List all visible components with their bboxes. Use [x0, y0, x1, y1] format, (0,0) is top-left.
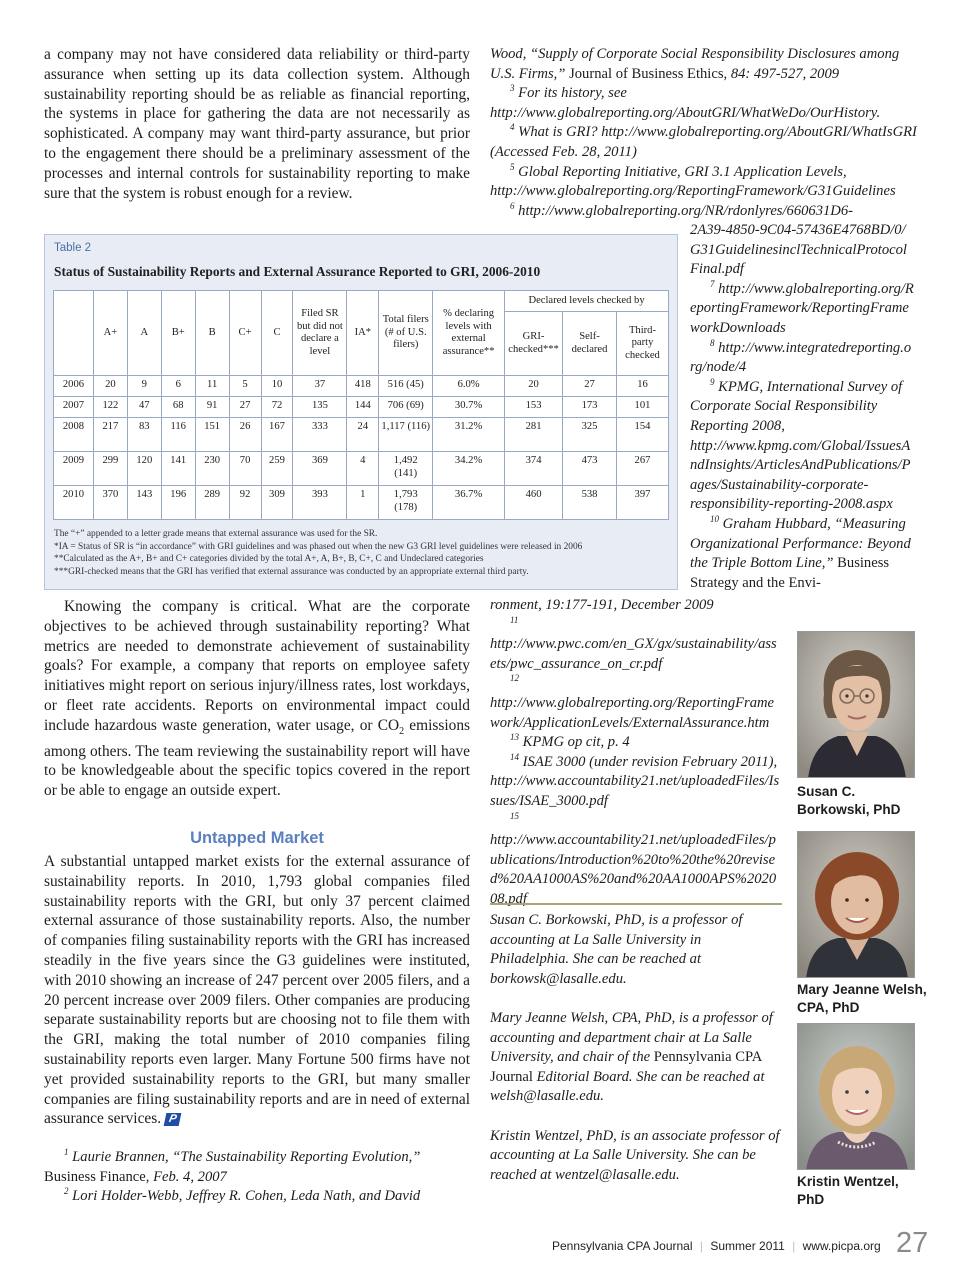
footnotes-left: [44, 1148, 470, 1207]
endnote-number: 7: [710, 278, 715, 289]
cell-a: 83: [127, 418, 161, 452]
cell-c-plus: 5: [229, 376, 261, 397]
endnote-number: 15: [510, 810, 519, 821]
table-2-box: [44, 234, 678, 590]
cell-pct: 36.7%: [433, 486, 505, 520]
cell-c-plus: 92: [229, 486, 261, 520]
endnote-9: KPMG, International Survey of Corporate Social Responsibility Reporting 2008, http://www.kpmg.com/Global/IssuesAndInsights/ArticlesAndPublications/Pages/Sustainability-corporate-responsibility-reporting-2008.aspx: [690, 378, 911, 513]
knowing-paragraph: [44, 597, 470, 801]
cell-pct: 6.0%: [433, 376, 505, 397]
photo-kristin-wentzel: [797, 1023, 915, 1170]
cell-a-plus: 370: [93, 486, 127, 520]
bio-wentzel: Kristin Wentzel, PhD, is an associate professor of accounting at La Salle University. She can be reached at wentzel@lasalle.edu.: [490, 1127, 780, 1183]
endnote-number: 12: [510, 673, 519, 684]
cell-a: 47: [127, 397, 161, 418]
table-label: Table 2: [54, 242, 92, 254]
co2-subscript: 2: [399, 725, 405, 737]
cell-self: 27: [563, 376, 617, 397]
cell-a: 120: [127, 452, 161, 486]
table-row: [54, 376, 669, 397]
cell-a-plus: 20: [93, 376, 127, 397]
cell-filed: 393: [293, 486, 347, 520]
portrait-image: [798, 832, 915, 978]
cell-gri: 153: [505, 397, 563, 418]
footnote-1-date: Feb. 4, 2007: [153, 1168, 227, 1185]
endnote-3: For its history, see http://www.globalreporting.org/AboutGRI/WhatWeDo/OurHistory.: [490, 85, 881, 121]
header-b-plus: B+: [161, 291, 195, 376]
header-total: Total filers (# of U.S. filers): [379, 291, 433, 376]
header-filed: Filed SR but did not declare a level: [293, 291, 347, 376]
endnotes-narrow: [690, 221, 914, 593]
intro-paragraph: [44, 45, 470, 203]
table-note: **Calculated as the A+, B+ and C+ categories divided by the total A+, A, B+, B, C+, C and Undeclared categories: [54, 554, 484, 565]
cell-c-plus: 70: [229, 452, 261, 486]
cell-filed: 369: [293, 452, 347, 486]
caption-mary-jeanne-welsh: Mary Jeanne Welsh, CPA, PhD: [797, 982, 927, 1015]
cell-b-plus: 116: [161, 418, 195, 452]
endnote-6-b: 2A39-4850-9C04-57436E4768BD/0/G31GuidelinesinclTechnicalProtocolFinal.pdf: [690, 222, 907, 278]
footer-journal: Pennsylvania CPA Journal: [552, 1239, 693, 1253]
cell-pct: 31.2%: [433, 418, 505, 452]
photo-susan-borkowski: [797, 631, 915, 778]
cell-b-plus: 6: [161, 376, 195, 397]
cell-b: 289: [195, 486, 229, 520]
page-number: 27: [896, 1227, 929, 1259]
cell-ia: 4: [347, 452, 379, 486]
portrait-image: [798, 632, 915, 778]
header-a-plus: A+: [93, 291, 127, 376]
cell-self: 538: [563, 486, 617, 520]
cell-c: 72: [261, 397, 293, 418]
cell-c: 167: [261, 418, 293, 452]
cell-pct: 34.2%: [433, 452, 505, 486]
cell-b: 11: [195, 376, 229, 397]
endnotes-upper: [490, 45, 918, 221]
knowing-text-a: Knowing the company is critical. What are the corporate objectives to be achieved through sustainability reporting? What metrics are needed to demonstrate achievement of sustainability goals? For example, a company that reports on employee safety initiatives might report on serious injury/illness rates, lost workdays, or fleet rate accidents. Reports on environmental impact could include hazardous waste generation, water usage, or CO: [44, 598, 470, 734]
picpa-end-mark-icon: P: [164, 1113, 182, 1126]
cell-total: 1,793 (178): [379, 486, 433, 520]
cell-total: 706 (69): [379, 397, 433, 418]
header-year: [54, 291, 94, 376]
table-notes: [54, 528, 582, 578]
cell-pct: 30.7%: [433, 397, 505, 418]
cell-a: 9: [127, 376, 161, 397]
sustainability-reports-table: [53, 290, 669, 520]
cell-c-plus: 26: [229, 418, 261, 452]
cell-filed: 135: [293, 397, 347, 418]
portrait-image: [798, 1024, 915, 1170]
header-b: B: [195, 291, 229, 376]
endnote-2-journal: Journal of Business Ethics,: [569, 65, 728, 82]
footnote-1-title: Laurie Brannen, “The Sustainability Reporting Evolution,”: [72, 1149, 421, 1165]
cell-year: 2007: [54, 397, 94, 418]
endnote-5: Global Reporting Initiative, GRI 3.1 Application Levels, http://www.globalreporting.org/ReportingFramework/G31Guidelines: [490, 163, 896, 200]
bio-welsh-end: Editorial Board. She can be reached at welsh@lasalle.edu.: [490, 1068, 765, 1105]
caption-susan-borkowski: Susan C. Borkowski, PhD: [797, 784, 901, 817]
cell-c: 309: [261, 486, 293, 520]
header-a: A: [127, 291, 161, 376]
cell-filed: 333: [293, 418, 347, 452]
cell-c: 10: [261, 376, 293, 397]
endnote-number: 3: [510, 83, 515, 94]
cell-gri: 281: [505, 418, 563, 452]
endnote-number: 6: [510, 200, 515, 211]
endnote-8: http://www.integratedreporting.org/node/4: [690, 339, 912, 376]
cell-ia: 24: [347, 418, 379, 452]
cell-b-plus: 68: [161, 397, 195, 418]
endnote-11: http://www.pwc.com/en_GX/gx/sustainability/assets/pwc_assurance_on_cr.pdf: [490, 636, 777, 672]
footer-separator: |: [792, 1239, 796, 1253]
cell-b: 230: [195, 452, 229, 486]
cell-year: 2009: [54, 452, 94, 486]
header-ia: IA*: [347, 291, 379, 376]
header-c: C: [261, 291, 293, 376]
cell-ia: 144: [347, 397, 379, 418]
cell-a-plus: 299: [93, 452, 127, 486]
endnote-10: Graham Hubbard, “Measuring Organizational Performance: Beyond the Triple Bottom Line,”: [690, 515, 911, 572]
cell-gri: 374: [505, 452, 563, 486]
header-self-declared: Self-declared: [563, 312, 617, 376]
cell-total: 516 (45): [379, 376, 433, 397]
cell-ia: 1: [347, 486, 379, 520]
cell-b-plus: 141: [161, 452, 195, 486]
table-note: ***GRI-checked means that the GRI has verified that external assurance was conducted by an appropriate external third party.: [54, 566, 529, 577]
footnote-1-source: Business Finance,: [44, 1168, 150, 1185]
footnote-2-text: Lori Holder-Webb, Jeffrey R. Cohen, Leda Nath, and David: [72, 1188, 421, 1205]
header-pct-external: % declaring levels with external assurance**: [433, 291, 505, 376]
endnote-number: 10: [710, 514, 719, 525]
cell-total: 1,117 (116): [379, 418, 433, 452]
header-gri-checked: GRI-checked***: [505, 312, 563, 376]
table-note: *IA = Status of SR is “in accordance” with GRI guidelines and was phased out when the new G3 GRI level guidelines were released in 2006: [54, 541, 583, 552]
cell-year: 2008: [54, 418, 94, 452]
endnote-10-source: Business Strategy and the Envi-: [690, 555, 890, 591]
table-title: Status of Sustainability Reports and External Assurance Reported to GRI, 2006-2010: [54, 264, 541, 279]
footer-issue: Summer 2011: [710, 1239, 785, 1253]
endnote-2-citation: 84: 497-527, 2009: [730, 65, 840, 82]
cell-total: 1,492 (141): [379, 452, 433, 486]
table-note: The “+” appended to a letter grade means that external assurance was used for the SR.: [54, 529, 378, 539]
table-row: [54, 452, 669, 486]
untapped-text: A substantial untapped market exists for the external assurance of sustainability reports. In 2010, 1,793 global companies filed sustainability reports with the GRI, but only 37 percent claimed external assurance of those sustainability reports. Also, the number of companies filing sustainability reports with the GRI has increased steadily in the five years since the G3 guidelines were instituted, with 2010 showing an increase of 247 percent over 2005 filers, and a 20 percent increase over 2009 filers. Other companies are producing separate sustainability reports but are choosing not to file them with the GRI, making the total number of 2010 companies filing sustainability reports even larger. Many Fortune 500 firms have not yet provided sustainability reports to the GRI, but many smaller companies are filing sustainability reports and are in need of external assurance services.: [44, 853, 470, 1128]
cell-third: 154: [616, 418, 668, 452]
cell-c-plus: 27: [229, 397, 261, 418]
table-row: [54, 418, 669, 452]
caption-kristin-wentzel: Kristin Wentzel, PhD: [797, 1174, 899, 1207]
endnotes-lower: [490, 596, 782, 910]
knowing-text-b: emissions among others. The team reviewing the sustainability report will have to be knowledgeable about the specific topics covered in the report or be able to engage an outside expert.: [44, 716, 471, 800]
endnote-number: 11: [510, 614, 519, 625]
cell-self: 173: [563, 397, 617, 418]
cell-c: 259: [261, 452, 293, 486]
endnote-4: What is GRI? http://www.globalreporting.org/AboutGRI/WhatIsGRI (Accessed Feb. 28, 2011): [490, 124, 917, 160]
cell-year: 2006: [54, 376, 94, 397]
cell-year: 2010: [54, 486, 94, 520]
cell-third: 16: [616, 376, 668, 397]
cell-b-plus: 196: [161, 486, 195, 520]
cell-gri: 20: [505, 376, 563, 397]
endnote-7: http://www.globalreporting.org/ReportingFramework/ReportingFrameworkDownloads: [690, 280, 914, 336]
header-c-plus: C+: [229, 291, 261, 376]
endnote-14: ISAE 3000 (under revision February 2011), http://www.accountability21.net/uploadedFiles/Issues/ISAE_3000.pdf: [490, 753, 780, 809]
cell-self: 473: [563, 452, 617, 486]
endnote-2-cont: Wood, “Supply of Corporate Social Responsibility Disclosures among U.S. Firms,”: [490, 46, 900, 82]
footnote-number: 1: [64, 1147, 69, 1158]
cell-a-plus: 217: [93, 418, 127, 452]
endnote-15: http://www.accountability21.net/uploadedFiles/publications/Introduction%20to%20the%20revised%20AA1000AS%20and%20AA1000APS%202008.pdf: [490, 832, 777, 907]
footnote-number: 2: [64, 1186, 69, 1197]
footer-separator: |: [699, 1239, 703, 1253]
header-declared-group: Declared levels checked by: [505, 291, 669, 312]
cell-a-plus: 122: [93, 397, 127, 418]
photo-mary-jeanne-welsh: [797, 831, 915, 978]
endnote-6-a: http://www.globalreporting.org/NR/rdonlyres/660631D6-: [518, 202, 854, 219]
divider-rule: [490, 903, 782, 905]
cell-gri: 460: [505, 486, 563, 520]
cell-b: 91: [195, 397, 229, 418]
bio-borkowski: Susan C. Borkowski, PhD, is a professor of accounting at La Salle University in Philadelphia. She can be reached at borkowsk@lasalle.edu.: [490, 912, 743, 987]
cell-third: 397: [616, 486, 668, 520]
cell-self: 325: [563, 418, 617, 452]
cell-filed: 37: [293, 376, 347, 397]
endnote-number: 5: [510, 161, 515, 172]
bio-welsh: Mary Jeanne Welsh, CPA, PhD, is a professor of accounting and department chair at La Salle University, and chair of the: [490, 1009, 773, 1066]
cell-ia: 418: [347, 376, 379, 397]
cell-b: 151: [195, 418, 229, 452]
cell-third: 267: [616, 452, 668, 486]
endnote-number: 14: [510, 751, 519, 762]
endnote-13: KPMG op cit, p. 4: [522, 734, 630, 751]
header-third-party: Third-party checked: [616, 312, 668, 376]
untapped-paragraph: [44, 852, 470, 1129]
endnote-10-c: ronment, 19:177-191, December 2009: [490, 597, 714, 613]
cell-third: 101: [616, 397, 668, 418]
table-header-row: [54, 291, 669, 312]
endnote-number: 9: [710, 376, 715, 387]
bio-welsh-journal: Pennsylvania CPA Journal: [490, 1049, 762, 1085]
endnote-number: 4: [510, 122, 515, 133]
footer-website-link[interactable]: www.picpa.org: [802, 1239, 881, 1253]
endnote-12: http://www.globalreporting.org/ReportingFramework/ApplicationLevels/ExternalAssurance.htm: [490, 694, 775, 731]
table-row: [54, 486, 669, 520]
endnote-number: 8: [710, 337, 715, 348]
page-footer: [552, 1239, 881, 1253]
intro-paragraph-text: a company may not have considered data reliability or third-party assurance when setting up its data collection system. Although sustainability reporting should be as reliable as financial reporting, the systems in place for gathering the data are not necessarily as sophisticated. A company may want third-party assurance, but prior to the engagement there should be a preliminary assessment of the processes and internal controls for sustainability reporting to make sure that the system is robust enough for a review.: [44, 46, 470, 202]
author-bios: [490, 911, 782, 1185]
endnote-number: 13: [510, 732, 519, 743]
section-heading-untapped-market: Untapped Market: [190, 829, 324, 847]
table-row: [54, 397, 669, 418]
cell-a: 143: [127, 486, 161, 520]
